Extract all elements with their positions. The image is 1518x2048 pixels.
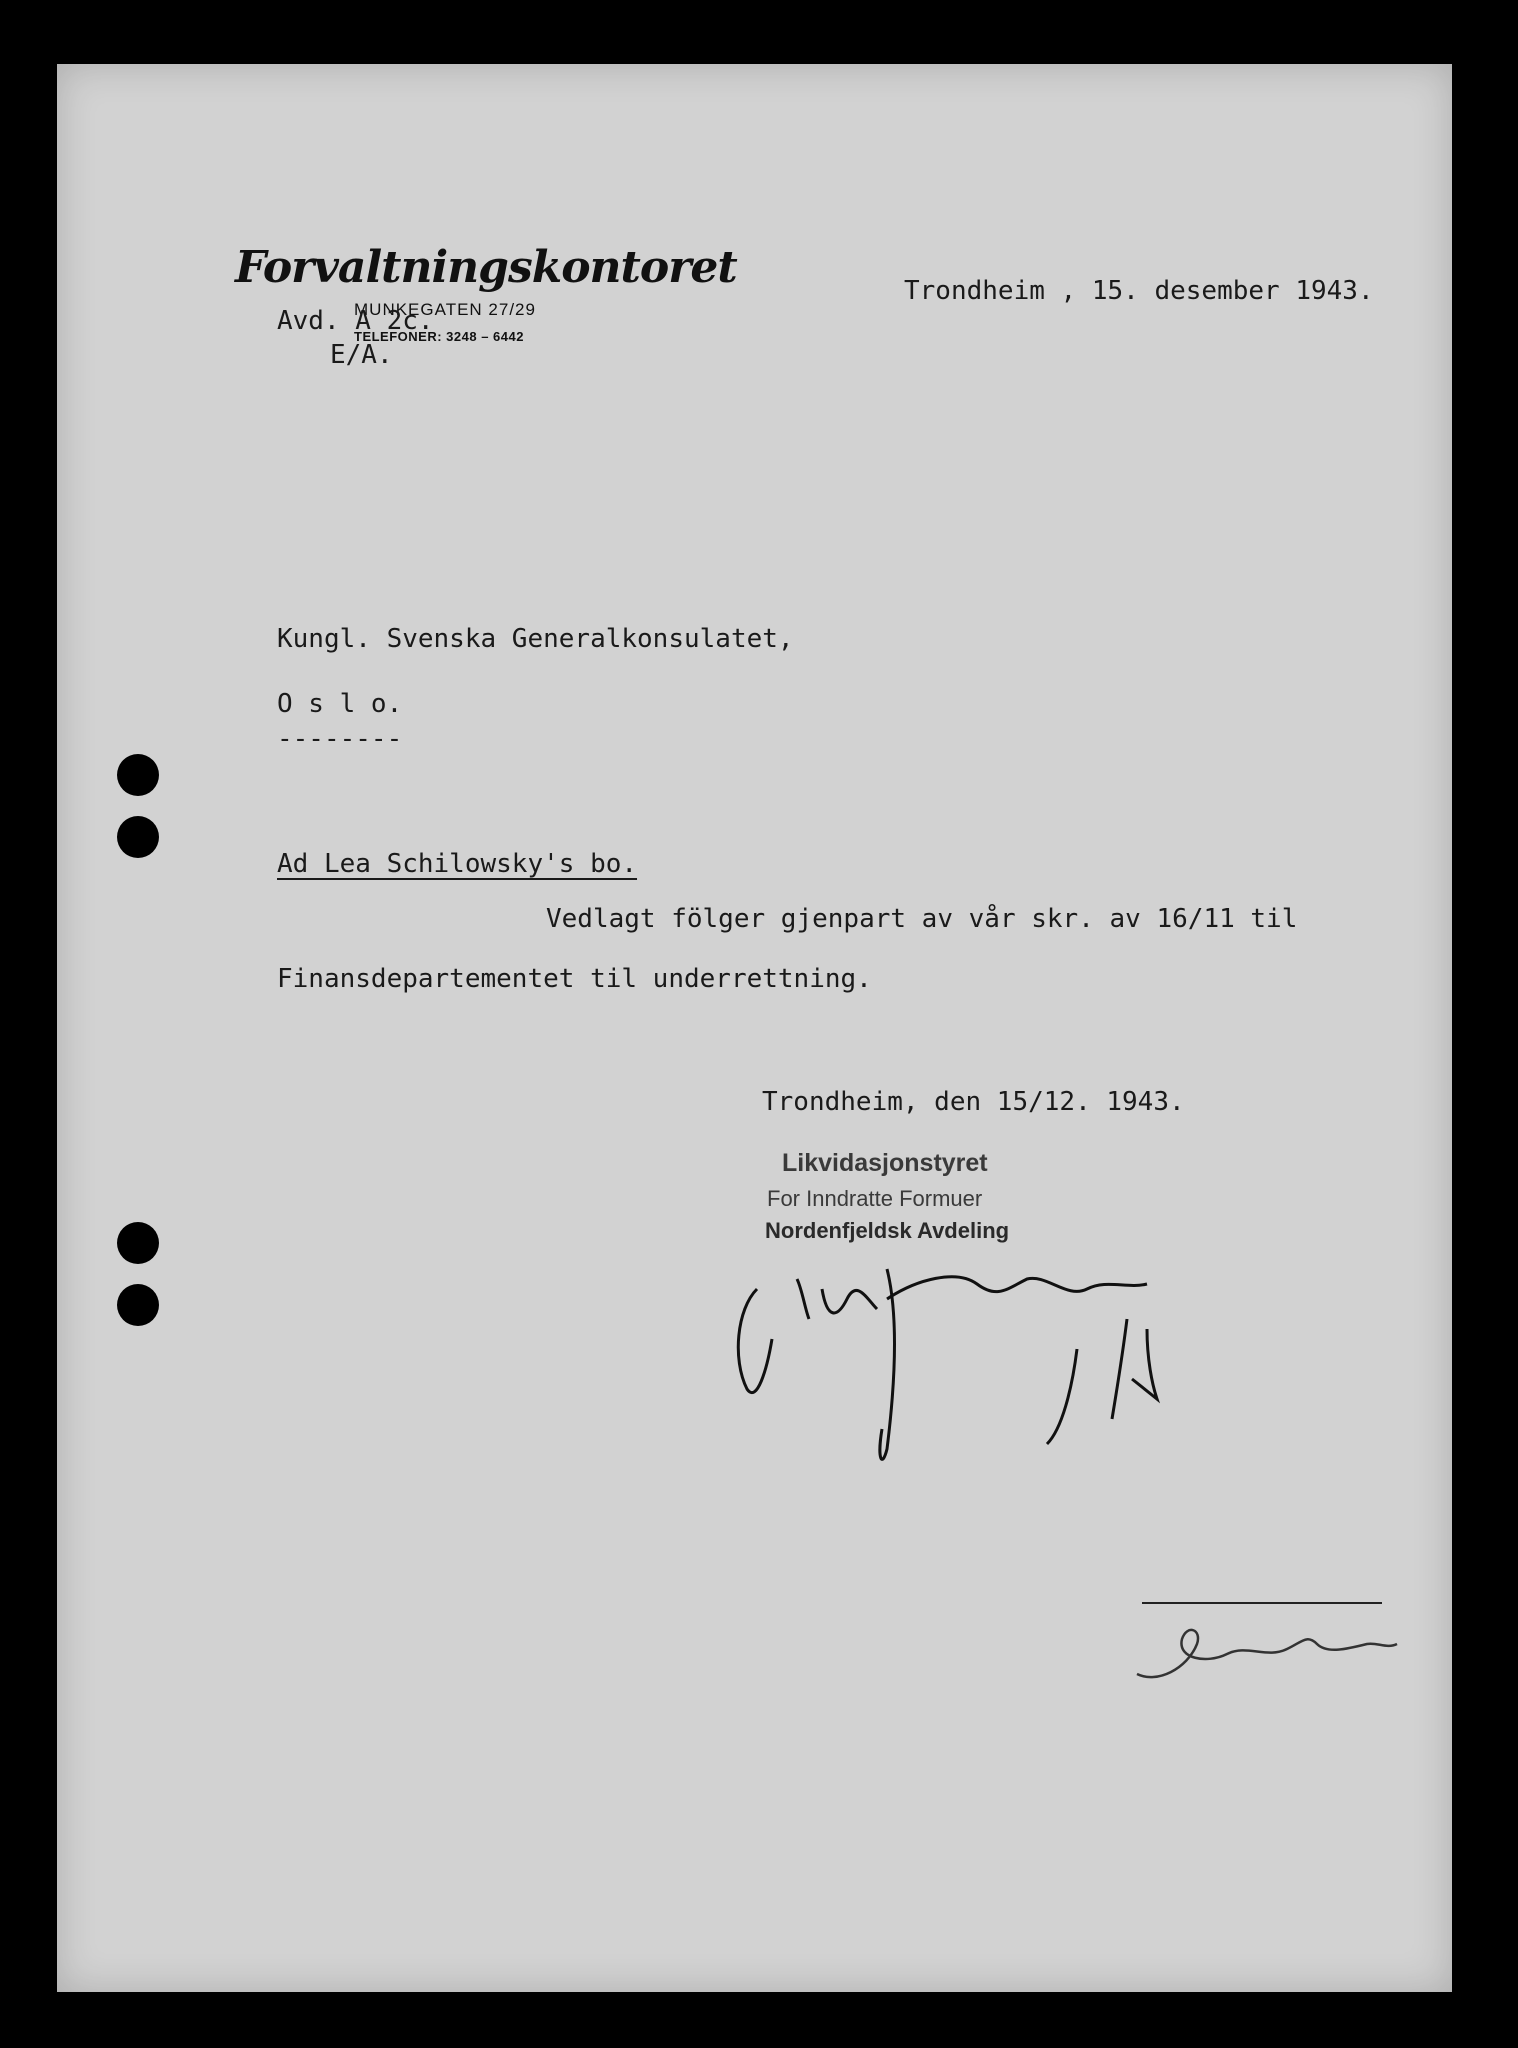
header-place-date: Trondheim , 15. desember 1943. [904, 276, 1374, 306]
punch-hole-1 [117, 754, 159, 796]
punch-hole-4 [117, 1284, 159, 1326]
stamp-line3: Nordenfjeldsk Avdeling [765, 1218, 1010, 1243]
letterhead-name: Forvaltningskontoret [235, 242, 737, 293]
letter-page [57, 64, 1452, 1992]
signature-countersign [1117, 1614, 1417, 1694]
recipient-name: Kungl. Svenska Generalkonsulatet, [277, 624, 794, 654]
reference-dept: Avd. A 2c. [277, 306, 434, 336]
closing-place-date: Trondheim, den 15/12. 1943. [762, 1087, 1185, 1117]
punch-hole-2 [117, 816, 159, 858]
stamp-line2: For Inndratte Formuer [767, 1186, 983, 1211]
recipient-rule: -------- [277, 724, 403, 754]
body-paragraph-line1: Vedlagt fölger gjenpart av vår skr. av 16/11 til [546, 904, 1298, 934]
stamp-line1: Likvidasjonstyret [782, 1149, 988, 1177]
letterhead-phone: TELEFONER: 3248 – 6442 [354, 329, 524, 344]
recipient-city: O s l o. [277, 689, 403, 719]
countersign-rule [1142, 1602, 1382, 1604]
subject-line: Ad Lea Schilowsky's bo. [277, 849, 638, 879]
reference-initials: E/A. [330, 340, 393, 370]
signature-main [727, 1229, 1267, 1479]
punch-hole-3 [117, 1222, 159, 1264]
body-paragraph-line2: Finansdepartementet til underrettning. [277, 964, 872, 994]
letterhead-street: MUNKEGATEN 27/29 [354, 300, 536, 319]
